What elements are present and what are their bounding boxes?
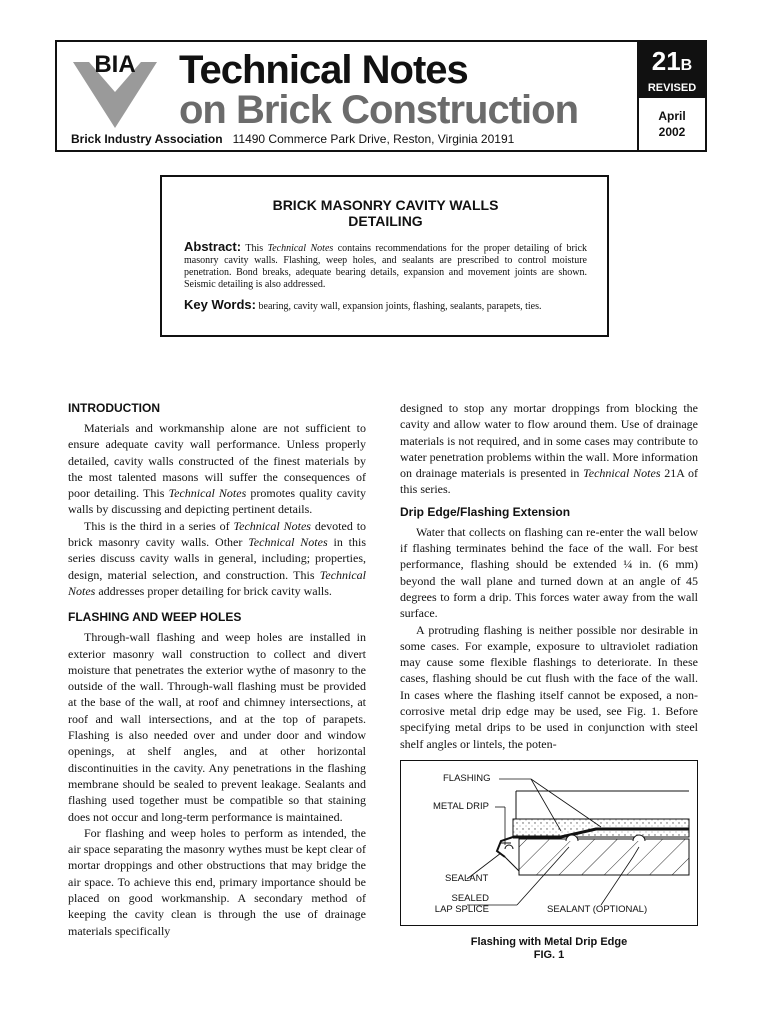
- right-column: [400, 400, 698, 752]
- intro-heading: INTRODUCTION: [68, 401, 160, 415]
- drip-paragraph-2: A protruding flashing is neither possible nor desirable in some cases. For example, exposure to ultraviolet radiation may cause some flexible flashings to deteriorate. In these cases, flashing should be cut flush with the face of the wall. In cases where the flashing itself cannot be exposed, a non-corrosive metal drip edge may be used, see Fig. 1. Before specifying metal drips to be used in conjunction with steel shelf angles or lintels, the poten-: [400, 622, 698, 751]
- abstract-title: BRICK MASONRY CAVITY WALLS DETAILING: [272, 197, 499, 229]
- keywords-label: Key Words:: [184, 297, 256, 312]
- logo-text: BIA: [94, 51, 136, 78]
- title-line-1: Technical Notes: [179, 48, 468, 92]
- issue-year: 2002: [658, 125, 686, 139]
- issue-number: 21B: [651, 46, 693, 76]
- left-column: [68, 400, 366, 939]
- title-line-2: on Brick Construction: [179, 88, 579, 132]
- abstract-box: [160, 175, 609, 337]
- figure-caption: Flashing with Metal Drip Edge FIG. 1: [470, 936, 628, 961]
- issue-date: [639, 98, 705, 150]
- drip-paragraph-1: Water that collects on flashing can re-enter the wall below if flashing terminates behind the face of the wall. For best performance, flashing should be extended ¼ in. (6 mm) beyond the wall plane and turned down at an angle of 45 degrees to form a drip. This forces water away from the wall surface.: [400, 524, 698, 621]
- label-flashing: FLASHING: [443, 773, 491, 784]
- label-metal-drip: METAL DRIP: [433, 801, 489, 812]
- association-name: Brick Industry Association: [71, 132, 223, 146]
- intro-paragraph-1: Materials and workmanship alone are not sufficient to ensure adequate cavity wall performance. Unless properly detailed, cavity walls constructed of the finest materials by the most talented masons will suffer the consequences of poor detailing. This Technical Notes promotes quality cavity walls by discussing and depicting pertinent details.: [68, 421, 367, 517]
- label-sealant-optional: SEALANT (OPTIONAL): [547, 904, 648, 915]
- intro-paragraph-2: This is the third in a series of Technical Notes devoted to brick masonry cavity walls. Other Technical Notes in this series discuss cavity walls in general, including; properties, design, material selection, and construction. This Technical Notes addresses proper detailing for brick cavity walls.: [68, 518, 367, 598]
- continued-paragraph: designed to stop any mortar droppings from blocking the cavity and allow water to flow around them. Use of drainage materials is not required, and in some cases may contribute to water penetration problems within the wall. More information on drainage materials is presented in Technical Notes 21A of this series.: [400, 401, 699, 497]
- abstract-label: Abstract:: [184, 239, 242, 254]
- association-line: [71, 132, 514, 146]
- figure-1-box: [400, 760, 698, 926]
- abstract-text: Abstract: This Technical Notes contains recommendations for the proper detailing of brick masonry cavity walls. Flashing, weep holes, and sealants are prescribed to control moisture penetration. Bond breaks, adequate bearing details, expansion and movement joints are shown. Seismic detailing is also addressed.: [184, 239, 588, 290]
- keywords: Key Words: bearing, cavity wall, expansion joints, flashing, sealants, parapets, ties.: [184, 297, 542, 312]
- bia-logo: [69, 48, 161, 130]
- flashing-paragraph-2: For flashing and weep holes to perform as intended, the air space separating the masonry wythes must be kept clear of mortar droppings and other obstructions that may bridge the air space. To achieve this end, primary importance should be placed on good workmanship. A secondary method of keeping the cavity clean is through the use of drainage materials specifically: [68, 825, 366, 938]
- flashing-paragraph-1: Through-wall flashing and weep holes are installed in exterior masonry wall construction to collect and divert moisture that penetrates the exterior wythe of masonry to the outside of the wall. Through-wall flashing must be provided at the base of the wall, at roof and chimney intersections, at roof and wall intersections, and at the top of parapets. Flashing is also needed over and under door and window openings, at shelf angles, and at other horizontal discontinuities in the cavity. Any penetrations in the flashing membrane should be sealed to prevent leakage. Sealants and flashing used together must be compatible so that staining does not occur and long-term performance is maintained.: [68, 630, 366, 824]
- flashing-heading: FLASHING AND WEEP HOLES: [68, 610, 242, 625]
- revised-label: REVISED: [647, 82, 697, 94]
- drip-edge-heading: Drip Edge/Flashing Extension: [400, 504, 571, 519]
- association-address: 11490 Commerce Park Drive, Reston, Virginia 20191: [232, 132, 515, 146]
- header-box: [55, 40, 707, 152]
- issue-number-box: [639, 42, 705, 98]
- label-sealant: SEALANT: [445, 873, 489, 884]
- issue-month: April: [658, 109, 686, 123]
- label-sealed-lap-splice: SEALED LAP SPLICE: [434, 893, 489, 915]
